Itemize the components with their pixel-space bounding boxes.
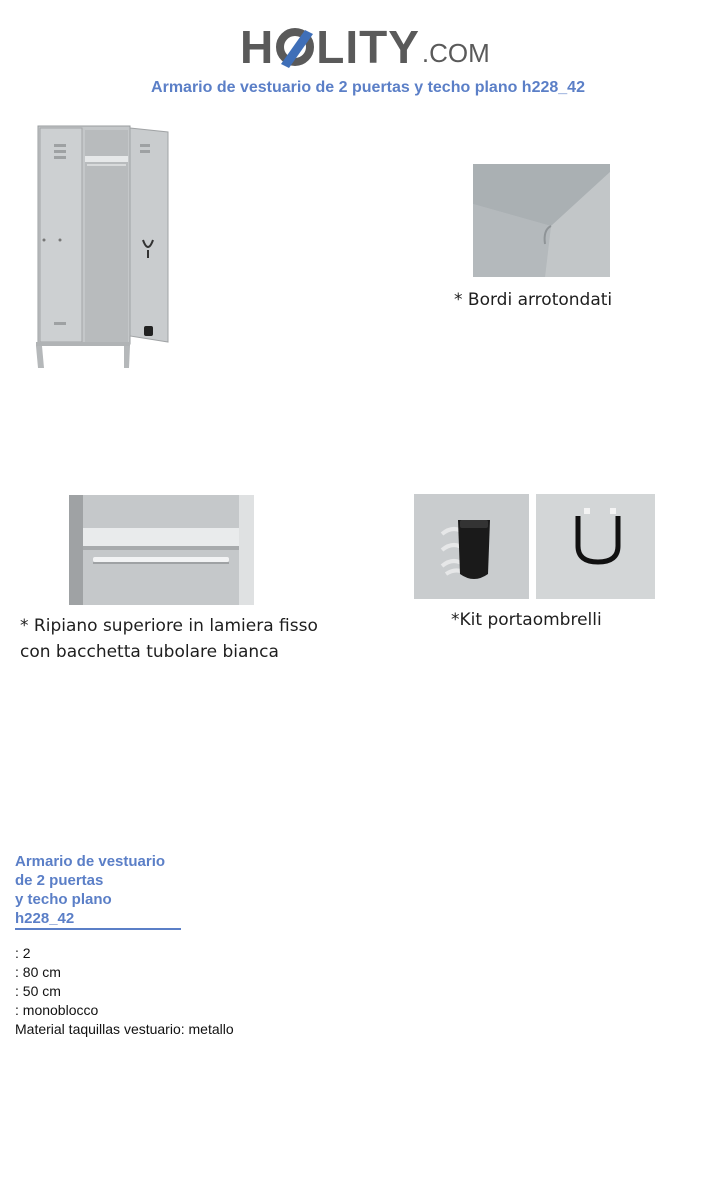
product-title-line: Armario de vestuario: [15, 853, 166, 870]
holity-logo[interactable]: [240, 14, 490, 73]
umbrella-hook-photo: [536, 494, 655, 599]
caption-rounded-edges: * Bordi arrotondati: [454, 290, 613, 310]
caption-umbrella-kit: *Kit portaombrelli: [451, 610, 602, 630]
product-title-line: h228_42: [15, 910, 75, 927]
product-title-line: y techo plano: [15, 891, 112, 908]
logo-o-mark-icon: [275, 24, 315, 70]
caption-shelf-line2: con bacchetta tubolare bianca: [20, 642, 279, 662]
product-title: [15, 852, 181, 930]
product-title-line: de 2 puertas: [15, 872, 104, 889]
spec-structure: : monoblocco: [15, 1002, 99, 1018]
caption-shelf-line1: * Ripiano superiore in lamiera fisso: [20, 616, 318, 636]
locker-image: [30, 122, 170, 372]
spec-width: : 80 cm: [15, 964, 61, 980]
page-title: Armario de vestuario de 2 puertas y techo plano h228_42: [151, 79, 585, 96]
spec-material: Material taquillas vestuario: metallo: [15, 1021, 234, 1037]
logo-wordmark: [240, 21, 420, 73]
product-specs: [15, 944, 234, 1039]
logo-suffix: .COM: [421, 38, 490, 68]
umbrella-stand-photo: [414, 494, 529, 599]
logo-letter-h: H: [240, 21, 275, 73]
shelf-photo: [69, 495, 254, 605]
rounded-edge-photo: [473, 164, 610, 277]
spec-depth: : 50 cm: [15, 983, 61, 999]
logo-letters-lity: LITY: [316, 21, 420, 73]
spec-doors: : 2: [15, 945, 31, 961]
